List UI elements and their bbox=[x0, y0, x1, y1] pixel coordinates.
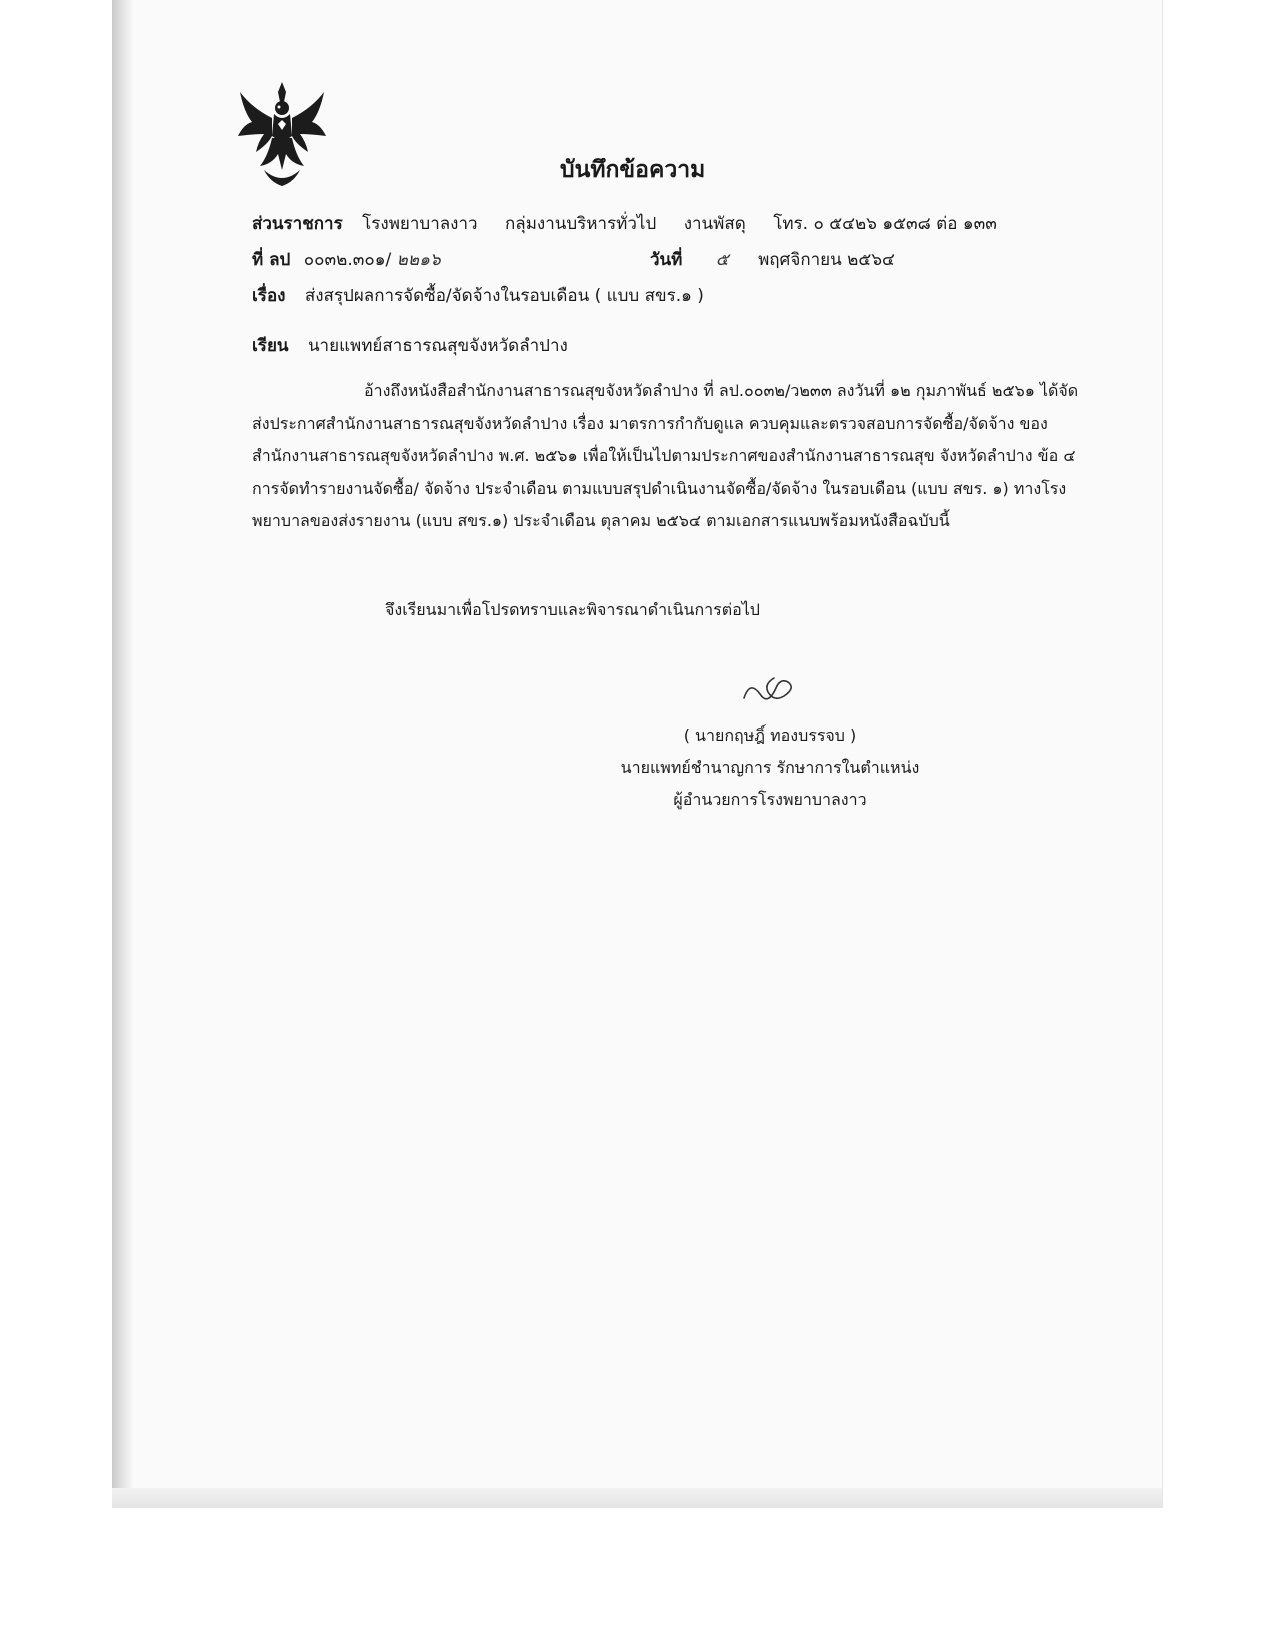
subject-line bbox=[252, 282, 704, 309]
subject-label: เรื่อง bbox=[252, 286, 286, 306]
agency-value: โรงพยาบาลงาว bbox=[362, 214, 478, 234]
agency-tel: โทร. ๐ ๕๔๒๖ ๑๕๓๘ ต่อ ๑๓๓ bbox=[773, 214, 997, 234]
agency-unit: งานพัสดุ bbox=[683, 214, 746, 234]
signer-name: ( นายกฤษฎิ์ ทองบรรจบ ) bbox=[683, 726, 857, 745]
memo-title: บันทึกข้อความ bbox=[560, 157, 706, 183]
date-day-handwritten: ๕ bbox=[715, 250, 729, 270]
handwritten-signature bbox=[740, 672, 800, 706]
addressee-line bbox=[252, 332, 568, 359]
agency-label: ส่วนราชการ bbox=[252, 214, 343, 234]
reference-label: ที่ ลป bbox=[252, 250, 291, 270]
signature-block bbox=[600, 720, 940, 816]
subject-value: ส่งสรุปผลการจัดซื้อ/จัดจ้างในรอบเดือน ( แบบ สขร.๑ ) bbox=[304, 286, 704, 306]
scan-edge-shadow bbox=[112, 0, 134, 1490]
reference-line bbox=[252, 246, 441, 273]
agency-group: กลุ่มงานบริหารทั่วไป bbox=[504, 214, 657, 234]
signer-position-1: นายแพทย์ชำนาญการ รักษาการในตำแหน่ง bbox=[620, 758, 920, 777]
scan-bottom-edge bbox=[112, 1488, 1162, 1508]
date-value: พฤศจิกายน ๒๕๖๔ bbox=[758, 250, 895, 270]
garuda-emblem bbox=[234, 78, 330, 190]
signer-position-2: ผู้อำนวยการโรงพยาบาลงาว bbox=[673, 790, 867, 809]
date-line bbox=[650, 246, 895, 273]
reference-handwritten: ๒๒๑๖ bbox=[396, 250, 441, 270]
date-label: วันที่ bbox=[650, 250, 683, 270]
addressee-label: เรียน bbox=[252, 336, 289, 356]
closing-line: จึงเรียนมาเพื่อโปรดทราบและพิจารณาดำเนินการต่อไป bbox=[385, 600, 760, 619]
addressee-value: นายแพทย์สาธารณสุขจังหวัดลำปาง bbox=[307, 336, 568, 356]
agency-line bbox=[252, 210, 997, 237]
reference-number: ๐๐๓๒.๓๐๑/ bbox=[303, 250, 392, 270]
body-paragraph: อ้างถึงหนังสือสำนักงานสาธารณสุขจังหวัดลำปาง ที่ ลป.๐๐๓๒/ว๒๓๓ ลงวันที่ ๑๒ กุมภาพันธ์ ๒๕๖๑ ได้จัดส่งประกาศสำนักงานสาธารณสุขจังหวัดลำปาง เรื่อง มาตรการกำกับดูแล ควบคุมและตรวจสอบการจัดซื้อ/จัดจ้าง ของสำนักงานสาธารณสุขจังหวัดลำปาง พ.ศ. ๒๕๖๑ เพื่อให้เป็นไปตามประกาศของสำนักงานสาธารณสุข จังหวัดลำปาง ข้อ ๔ การจัดทำรายงานจัดซื้อ/ จัดจ้าง ประจำเดือน ตามแบบสรุปดำเนินงานจัดซื้อ/จัดจ้าง ในรอบเดือน (แบบ สขร. ๑) ทางโรงพยาบาลของส่งรายงาน (แบบ สขร.๑) ประจำเดือน ตุลาคม ๒๕๖๔ ตามเอกสารแนบพร้อมหนังสือฉบับนี้ bbox=[252, 381, 1079, 530]
